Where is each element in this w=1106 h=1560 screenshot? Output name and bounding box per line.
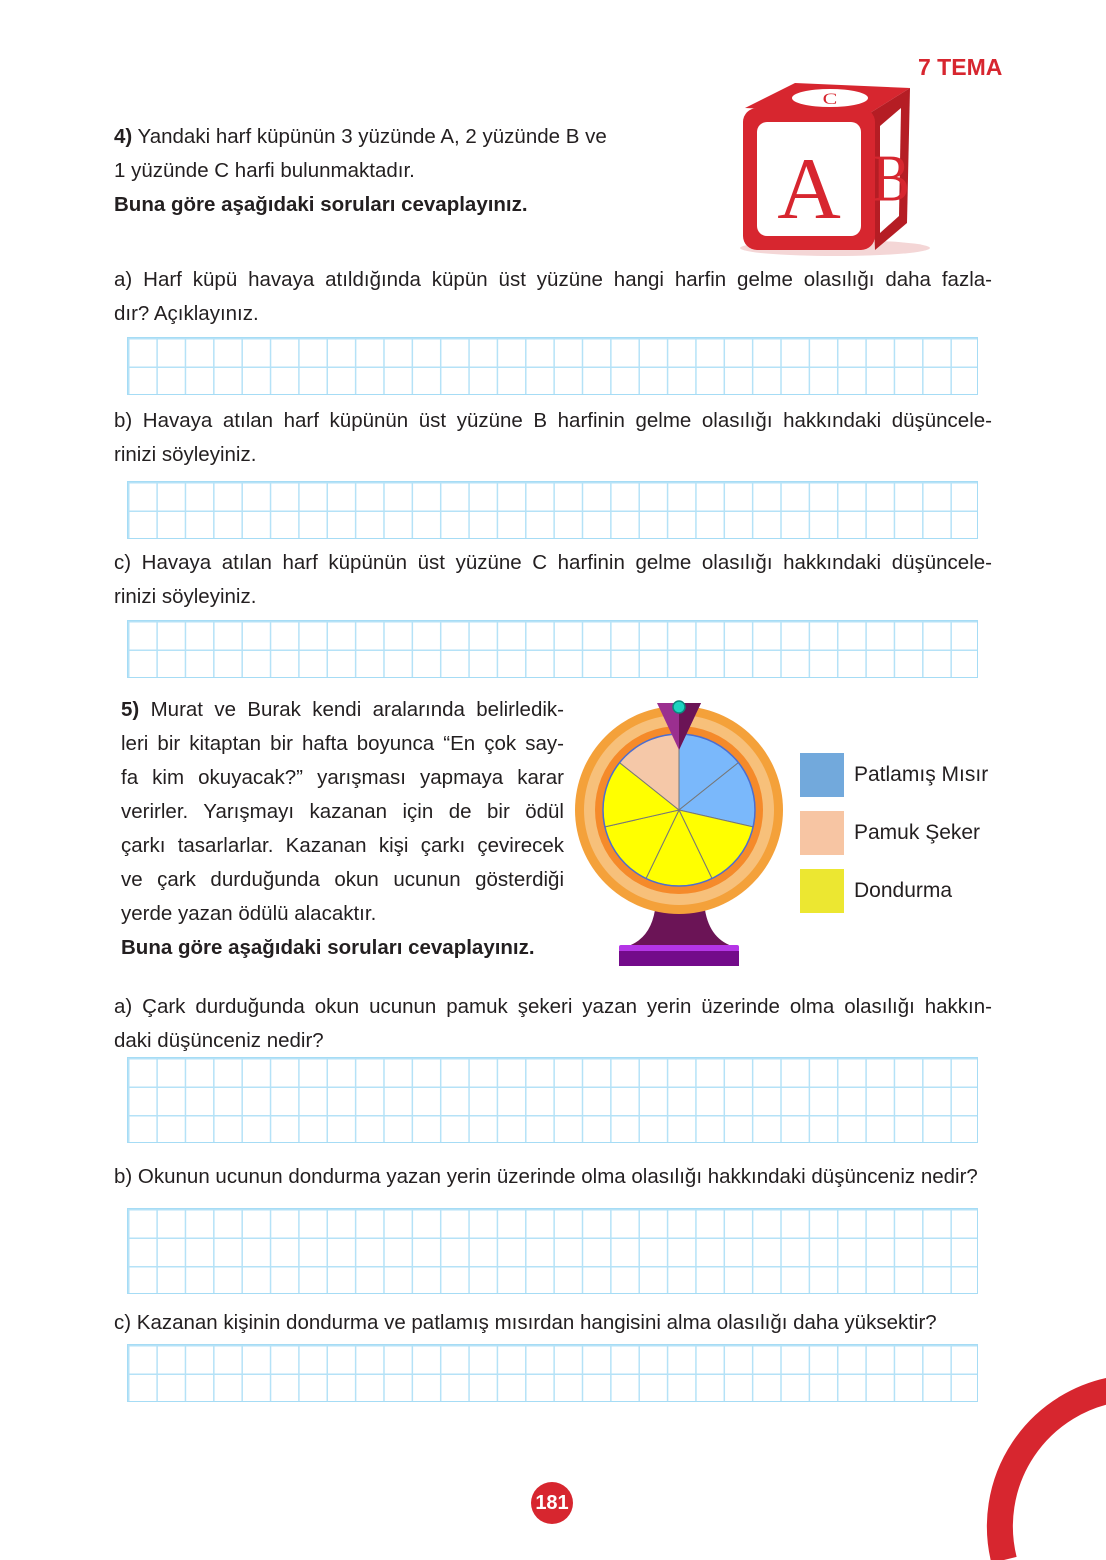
q4-instruction: Buna göre aşağıdaki soruları cevaplayınız. — [114, 193, 528, 216]
q5a-line2: daki düşünceniz nedir? — [114, 1029, 324, 1052]
svg-text:C: C — [822, 90, 838, 108]
wheel-base-top — [619, 945, 739, 952]
q4b-line1: b) Havaya atılan harf küpünün üst yüzüne B harfinin gelme olasılığı hakkındaki düşüncele- — [114, 409, 992, 432]
legend-item — [800, 753, 988, 797]
q5-line: çarkı tasarlarlar. Kazanan kişi çarkı çevirecek — [121, 834, 564, 857]
q4c-line1: c) Havaya atılan harf küpünün üst yüzüne C harfinin gelme olasılığı hakkındaki düşüncele- — [114, 551, 992, 574]
q4-text: Yandaki harf küpünün 3 yüzünde A, 2 yüzünde B ve — [132, 125, 607, 148]
answer-grid-4b[interactable] — [127, 481, 978, 539]
q5-line: ve çark durduğunda okun ucunun gösterdiği — [121, 868, 564, 891]
prize-wheel — [570, 695, 790, 970]
page-number-badge — [531, 1482, 573, 1524]
pointer-pin — [673, 701, 685, 713]
q4-number: 4) — [114, 125, 133, 148]
q5-line: fa kim okuyacak?” yarışması yapmaya karar — [121, 766, 564, 789]
answer-grid-5c[interactable] — [127, 1344, 978, 1402]
q4-intro-line1 — [114, 120, 607, 154]
legend-swatch — [800, 869, 844, 913]
wheel-base — [619, 951, 739, 966]
q5-line: verirler. Yarışmayı kazanan için de bir ödül — [121, 800, 564, 823]
corner-arc-decoration — [978, 1375, 1106, 1560]
answer-grid-4a[interactable] — [127, 337, 978, 395]
page-number: 181 — [535, 1492, 569, 1514]
answer-grid-4c[interactable] — [127, 620, 978, 678]
q4c-line2: rinizi söyleyiniz. — [114, 585, 257, 608]
legend-swatch — [800, 753, 844, 797]
q4-intro-line2: 1 yüzünde C harfi bulunmaktadır. — [114, 159, 415, 182]
q5b-text: b) Okunun ucunun dondurma yazan yerin üzerinde olma olasılığı hakkındaki düşünceniz nedir? — [114, 1165, 978, 1188]
q5a-line1: a) Çark durduğunda okun ucunun pamuk şekeri yazan yerin üzerinde olma olasılığı hakkın- — [114, 995, 992, 1018]
legend-item — [800, 869, 988, 913]
legend-swatch — [800, 811, 844, 855]
letter-cube-image — [735, 78, 945, 258]
legend-label: Dondurma — [854, 879, 953, 902]
answer-grid-5a[interactable] — [127, 1057, 978, 1143]
q5-line: yerde yazan ödülü alacaktır. — [121, 902, 377, 925]
theme-label: 7 TEMA — [918, 54, 1003, 80]
answer-grid-5b[interactable] — [127, 1208, 978, 1294]
q4a-line2: dır? Açıklayınız. — [114, 302, 259, 325]
q4a-line1: a) Harf küpü havaya atıldığında küpün üst yüzüne hangi harfin gelme olasılığı daha fazla- — [114, 268, 992, 291]
wheel-stand — [625, 910, 735, 947]
q5-text: Murat ve Burak kendi aralarında belirledik- — [139, 698, 564, 721]
svg-text:A: A — [777, 141, 841, 238]
q5-number: 5) — [121, 698, 140, 721]
q5c-text: c) Kazanan kişinin dondurma ve patlamış mısırdan hangisini alma olasılığı daha yüksektir? — [114, 1311, 937, 1334]
q4b-line2: rinizi söyleyiniz. — [114, 443, 257, 466]
q5-intro — [121, 693, 564, 965]
svg-text:B: B — [872, 141, 910, 216]
q5-line: leri bir kitaptan bir hafta boyunca “En çok say- — [121, 732, 564, 755]
wheel-legend — [800, 753, 988, 927]
legend-label: Patlamış Mısır — [854, 763, 989, 786]
legend-item — [800, 811, 988, 855]
q5-instruction: Buna göre aşağıdaki soruları cevaplayınız. — [121, 936, 535, 959]
q5-line — [121, 693, 564, 727]
legend-label: Pamuk Şeker — [854, 821, 981, 844]
